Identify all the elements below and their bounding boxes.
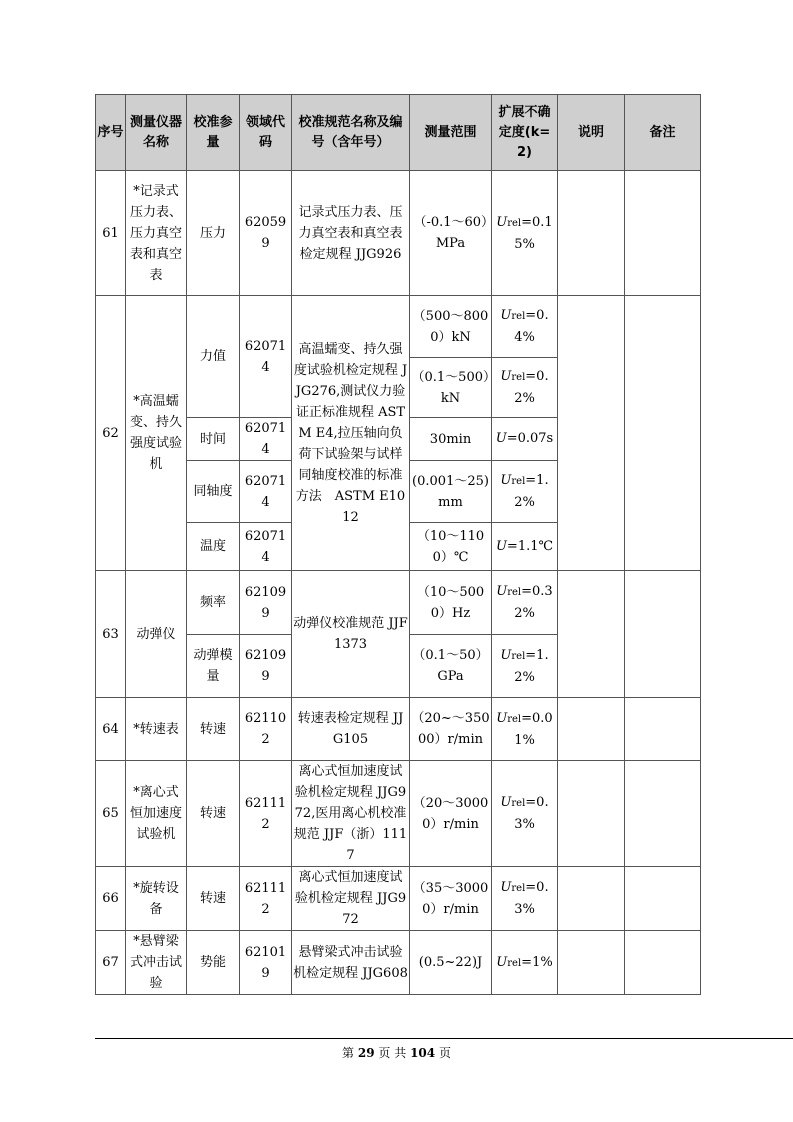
footer-prefix: 第 (342, 1046, 355, 1060)
uncertainty-cell (492, 296, 558, 358)
range-cell: （10～5000）Hz (410, 571, 492, 635)
table-row (96, 867, 701, 931)
note-cell (558, 296, 625, 571)
page-footer (0, 1044, 793, 1061)
remark-cell (625, 571, 701, 698)
spec-cell: 悬臂梁式冲击试验机检定规程 JJG608 (292, 931, 410, 995)
uncertainty-value: =0.3% (514, 795, 549, 832)
header-note: 说明 (558, 95, 625, 171)
uncertainty-value: =0.3% (514, 880, 549, 917)
seq-cell: 64 (96, 698, 126, 761)
uncertainty-value: =0.01% (514, 710, 553, 748)
footer-mid: 页 共 (378, 1046, 407, 1060)
footer-suffix: 页 (438, 1046, 451, 1060)
header-code: 领域代码 (240, 95, 292, 171)
remark-cell (625, 296, 701, 571)
header-row (96, 95, 701, 171)
param-cell: 温度 (187, 523, 240, 571)
seq-cell: 67 (96, 931, 126, 995)
seq-cell: 66 (96, 867, 126, 931)
uncertainty-cell (492, 867, 558, 931)
range-cell: (0.5~22)J (410, 931, 492, 995)
instrument-cell: *悬臂梁式冲击试验 (126, 931, 187, 995)
uncertainty-symbol: U (500, 369, 512, 384)
uncertainty-symbol: U (496, 584, 508, 599)
remark-cell (625, 761, 701, 867)
uncertainty-subscript: rel (511, 798, 526, 809)
table-row (96, 571, 701, 635)
range-cell: 30min (410, 418, 492, 461)
note-cell (558, 171, 625, 296)
range-cell: （35～30000）r/min (410, 867, 492, 931)
code-cell: 620599 (240, 171, 292, 296)
range-cell: （0.1～500）kN (410, 358, 492, 418)
uncertainty-symbol: U (500, 795, 512, 810)
uncertainty-cell (492, 761, 558, 867)
uncertainty-subscript: rel (511, 883, 526, 894)
uncertainty-value: =0.2% (514, 369, 549, 406)
range-cell: （0.1～50）GPa (410, 635, 492, 698)
remark-cell (625, 867, 701, 931)
note-cell (558, 931, 625, 995)
range-cell: （10～1100）℃ (410, 523, 492, 571)
uncertainty-value: =0.15% (514, 214, 553, 252)
uncertainty-subscript: rel (507, 957, 522, 969)
code-cell: 620714 (240, 523, 292, 571)
seq-cell: 61 (96, 171, 126, 296)
seq-cell: 63 (96, 571, 126, 698)
remark-cell (625, 171, 701, 296)
range-cell: (0.001～25)mm (410, 461, 492, 523)
uncertainty-symbol: U (496, 214, 508, 230)
note-cell (558, 867, 625, 931)
uncertainty-value: =0.07s (506, 431, 554, 446)
note-cell (558, 571, 625, 698)
code-cell: 620714 (240, 461, 292, 523)
calibration-table (95, 94, 701, 995)
instrument-cell: *转速表 (126, 698, 187, 761)
uncertainty-subscript: rel (507, 713, 522, 725)
seq-cell: 65 (96, 761, 126, 867)
instrument-cell: *离心式恒加速度试验机 (126, 761, 187, 867)
code-cell: 621112 (240, 867, 292, 931)
header-range: 测量范围 (410, 95, 492, 171)
spec-cell: 转速表检定规程 JJG105 (292, 698, 410, 761)
uncertainty-cell (492, 698, 558, 761)
header-uncertainty: 扩展不确定度(k=2) (492, 95, 558, 171)
seq-cell: 62 (96, 296, 126, 571)
uncertainty-cell (492, 461, 558, 523)
code-cell: 621099 (240, 635, 292, 698)
param-cell: 转速 (187, 867, 240, 931)
code-cell: 621099 (240, 571, 292, 635)
code-cell: 621019 (240, 931, 292, 995)
uncertainty-subscript: rel (507, 587, 522, 598)
param-cell: 转速 (187, 698, 240, 761)
header-instrument: 测量仪器名称 (126, 95, 187, 171)
param-cell: 力值 (187, 296, 240, 418)
uncertainty-subscript: rel (511, 311, 526, 322)
uncertainty-subscript: rel (511, 650, 526, 662)
table-body (96, 171, 701, 995)
table-row (96, 171, 701, 296)
uncertainty-cell (492, 171, 558, 296)
param-cell: 频率 (187, 571, 240, 635)
uncertainty-cell (492, 635, 558, 698)
spec-cell: 高温蠕变、持久强度试验机检定规程 JJG276,测试仪力验证正标准规程 ASTM E4,拉压轴向负荷下试验架与试样同轴度校准的标准方法 ASTM E1012 (292, 296, 410, 571)
range-cell: （500～8000）kN (410, 296, 492, 358)
param-cell: 压力 (187, 171, 240, 296)
param-cell: 同轴度 (187, 461, 240, 523)
uncertainty-symbol: U (500, 473, 512, 488)
uncertainty-subscript: rel (507, 217, 522, 229)
range-cell: （-0.1～60）MPa (410, 171, 492, 296)
header-seq: 序号 (96, 95, 126, 171)
table-row (96, 931, 701, 995)
uncertainty-value: =1.2% (514, 473, 549, 510)
uncertainty-symbol: U (495, 538, 507, 554)
header-spec: 校准规范名称及编号（含年号） (292, 95, 410, 171)
instrument-cell: *记录式压力表、压力真空表和真空表 (126, 171, 187, 296)
instrument-cell: *高温蠕变、持久强度试验机 (126, 296, 187, 571)
uncertainty-cell (492, 571, 558, 635)
code-cell: 621112 (240, 761, 292, 867)
range-cell: （20~～35000）r/min (410, 698, 492, 761)
remark-cell (625, 931, 701, 995)
range-cell: （20～30000）r/min (410, 761, 492, 867)
spec-cell: 动弹仪校准规范 JJF1373 (292, 571, 410, 698)
param-cell: 动弹模量 (187, 635, 240, 698)
uncertainty-value: =0.32% (514, 584, 553, 621)
footer-page-number: 29 (357, 1046, 375, 1060)
uncertainty-cell (492, 418, 558, 461)
note-cell (558, 698, 625, 761)
note-cell (558, 761, 625, 867)
uncertainty-symbol: U (496, 954, 508, 970)
spec-cell: 离心式恒加速度试验机检定规程 JJG972 (292, 867, 410, 931)
spec-cell: 离心式恒加速度试验机检定规程 JJG972,医用离心机校准规范 JJF（浙）1117 (292, 761, 410, 867)
header-param: 校准参量 (187, 95, 240, 171)
uncertainty-value: =1.2% (514, 647, 549, 685)
table-row (96, 698, 701, 761)
uncertainty-value: =0.4% (514, 308, 549, 345)
param-cell: 时间 (187, 418, 240, 461)
footer-divider (95, 1038, 793, 1039)
header-remark: 备注 (625, 95, 701, 171)
instrument-cell: 动弹仪 (126, 571, 187, 698)
param-cell: 转速 (187, 761, 240, 867)
uncertainty-symbol: U (495, 431, 507, 446)
spec-cell: 记录式压力表、压力真空表和真空表检定规程 JJG926 (292, 171, 410, 296)
remark-cell (625, 698, 701, 761)
footer-total-pages: 104 (410, 1046, 436, 1060)
uncertainty-symbol: U (496, 710, 508, 726)
uncertainty-symbol: U (500, 647, 512, 663)
table-row (96, 296, 701, 358)
uncertainty-value: =1.1℃ (506, 538, 554, 554)
param-cell: 势能 (187, 931, 240, 995)
code-cell: 620714 (240, 296, 292, 418)
uncertainty-subscript: rel (511, 372, 526, 383)
table-row (96, 761, 701, 867)
uncertainty-cell (492, 523, 558, 571)
uncertainty-value: =1% (521, 954, 553, 970)
uncertainty-cell (492, 358, 558, 418)
uncertainty-symbol: U (500, 880, 512, 895)
instrument-cell: *旋转设备 (126, 867, 187, 931)
uncertainty-symbol: U (500, 308, 512, 323)
code-cell: 620714 (240, 418, 292, 461)
uncertainty-cell (492, 931, 558, 995)
code-cell: 621102 (240, 698, 292, 761)
uncertainty-subscript: rel (511, 476, 526, 487)
